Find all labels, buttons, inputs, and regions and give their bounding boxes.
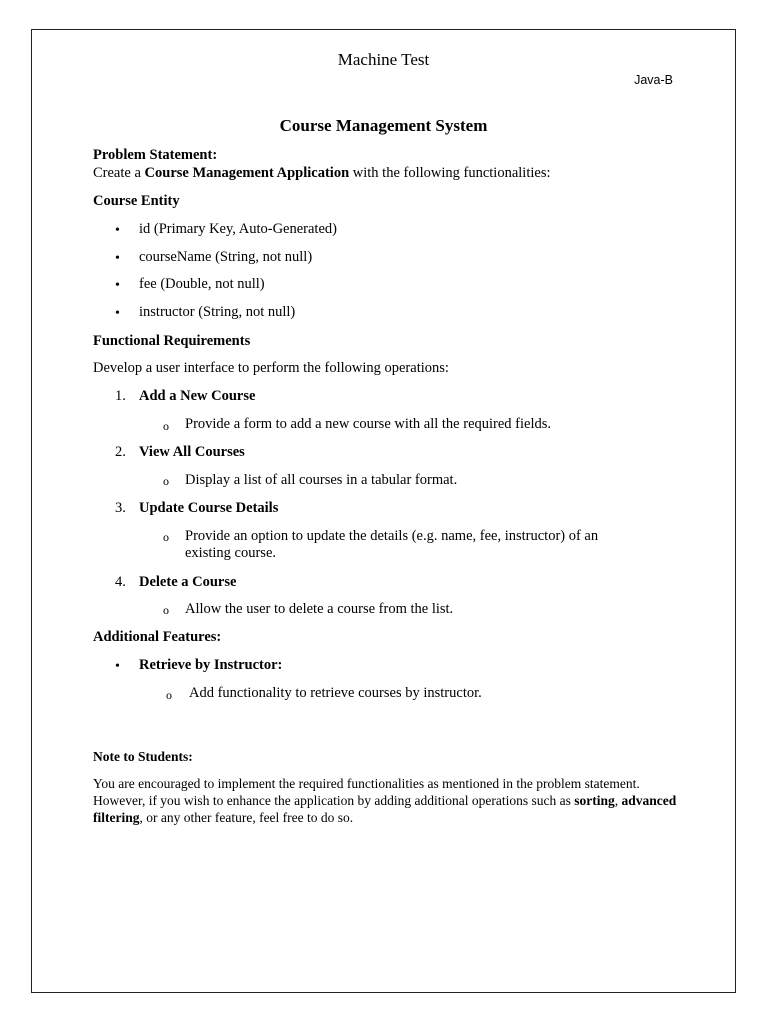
circle-bullet-icon: o xyxy=(163,419,169,433)
circle-bullet-icon: o xyxy=(163,603,169,617)
additional-feature-title: Retrieve by Instructor: xyxy=(139,657,283,673)
bullet-icon: • xyxy=(115,223,120,238)
requirement-detail: Provide a form to add a new course with all the required fields. xyxy=(185,416,552,432)
note-heading: Note to Students: xyxy=(93,749,193,764)
requirement-detail: Allow the user to delete a course from the list. xyxy=(185,601,454,617)
document-heading: Course Management System xyxy=(279,116,488,135)
bullet-icon: • xyxy=(115,659,120,674)
requirement-title: View All Courses xyxy=(139,444,245,460)
bullet-icon: • xyxy=(115,278,120,293)
problem-statement-label: Problem Statement: xyxy=(93,147,218,163)
requirement-title: Update Course Details xyxy=(139,500,279,516)
note-text: You are encouraged to implement the required functionalities as mentioned in the problem statement. However, if you wish to enhance the application by adding additional operations such as sorting, advanced filtering, or any other feature, feel free to do so. xyxy=(93,776,677,825)
list-item: fee (Double, not null) xyxy=(139,276,265,292)
requirement-detail: Provide an option to update the details (e.g. name, fee, instructor) of an existing course. xyxy=(185,528,599,561)
problem-statement-text: Create a Course Management Application with the following functionalities: xyxy=(93,165,551,181)
requirement-detail: Display a list of all courses in a tabular format. xyxy=(185,472,458,488)
list-item: courseName (String, not null) xyxy=(139,249,313,265)
functional-requirements-intro: Develop a user interface to perform the following operations: xyxy=(93,360,449,376)
circle-bullet-icon: o xyxy=(166,688,172,702)
list-item: instructor (String, not null) xyxy=(139,304,296,320)
bullet-icon: • xyxy=(115,251,120,266)
requirement-number: 1. xyxy=(115,388,126,404)
requirement-title: Add a New Course xyxy=(139,388,256,404)
requirement-number: 4. xyxy=(115,574,126,590)
list-item: id (Primary Key, Auto-Generated) xyxy=(139,221,337,237)
course-entity-heading: Course Entity xyxy=(93,193,180,209)
document-tag: Java-B xyxy=(634,73,673,87)
bullet-icon: • xyxy=(115,306,120,321)
additional-features-heading: Additional Features: xyxy=(93,629,222,645)
document-page xyxy=(31,29,736,993)
circle-bullet-icon: o xyxy=(163,474,169,488)
additional-feature-detail: Add functionality to retrieve courses by instructor. xyxy=(189,685,482,701)
circle-bullet-icon: o xyxy=(163,530,169,544)
document-title: Machine Test xyxy=(337,50,430,69)
functional-requirements-heading: Functional Requirements xyxy=(93,333,251,349)
requirement-number: 3. xyxy=(115,500,126,516)
requirement-number: 2. xyxy=(115,444,126,460)
requirement-title: Delete a Course xyxy=(139,574,237,590)
